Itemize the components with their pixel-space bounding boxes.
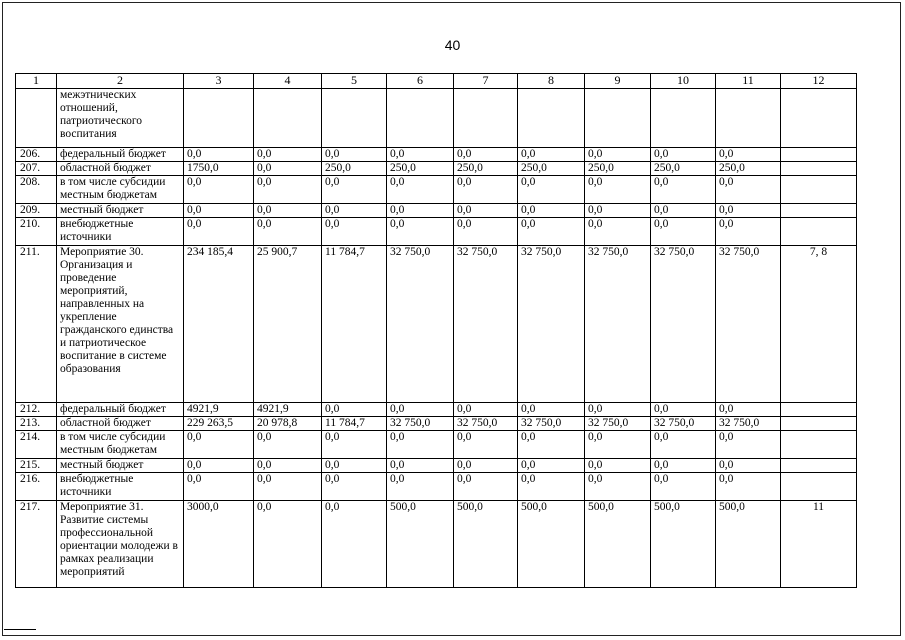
table-row — [16, 204, 857, 218]
value-cell: 0,0 — [322, 204, 387, 218]
value-cell: 0,0 — [184, 148, 254, 162]
table-row — [16, 176, 857, 204]
value-cell: 0,0 — [322, 501, 387, 588]
table-header-row — [16, 74, 857, 89]
row-name-cell: межэтнических отношений, патриотического воспитания — [57, 89, 184, 148]
table-row — [16, 459, 857, 473]
note-cell: 7, 8 — [781, 246, 857, 403]
value-cell: 0,0 — [651, 176, 716, 204]
row-name-cell: местный бюджет — [57, 204, 184, 218]
value-cell: 0,0 — [716, 473, 781, 501]
table-row — [16, 246, 857, 403]
value-cell: 0,0 — [651, 459, 716, 473]
value-cell: 229 263,5 — [184, 417, 254, 431]
row-number-cell: 214. — [16, 431, 57, 459]
budget-table — [15, 73, 857, 588]
value-cell: 0,0 — [322, 473, 387, 501]
value-cell: 0,0 — [387, 431, 454, 459]
value-cell: 0,0 — [254, 473, 322, 501]
value-cell: 0,0 — [322, 218, 387, 246]
table-row — [16, 417, 857, 431]
value-cell: 250,0 — [387, 162, 454, 176]
value-cell: 0,0 — [322, 431, 387, 459]
row-number-cell: 212. — [16, 403, 57, 417]
row-name-cell: в том числе субсидии местным бюджетам — [57, 431, 184, 459]
value-cell: 1750,0 — [184, 162, 254, 176]
row-number-cell: 208. — [16, 176, 57, 204]
value-cell: 500,0 — [585, 501, 651, 588]
value-cell: 0,0 — [716, 431, 781, 459]
value-cell: 32 750,0 — [651, 246, 716, 403]
row-name-cell: Мероприятие 30. Организация и проведение мероприятий, направленных на укрепление гражданского единства и патриотическое воспитание в системе образования — [57, 246, 184, 403]
value-cell: 32 750,0 — [454, 246, 518, 403]
value-cell: 500,0 — [518, 501, 585, 588]
table-row — [16, 89, 857, 148]
value-cell — [651, 89, 716, 148]
value-cell: 0,0 — [454, 473, 518, 501]
value-cell: 25 900,7 — [254, 246, 322, 403]
value-cell: 0,0 — [184, 431, 254, 459]
page-number: 40 — [444, 37, 461, 53]
row-number-cell: 206. — [16, 148, 57, 162]
row-number-cell: 211. — [16, 246, 57, 403]
value-cell: 0,0 — [454, 148, 518, 162]
value-cell: 0,0 — [454, 403, 518, 417]
row-name-cell: внебюджетные источники — [57, 218, 184, 246]
value-cell: 32 750,0 — [585, 246, 651, 403]
value-cell: 0,0 — [184, 176, 254, 204]
value-cell: 0,0 — [651, 148, 716, 162]
note-cell — [781, 417, 857, 431]
value-cell: 250,0 — [585, 162, 651, 176]
value-cell: 0,0 — [184, 218, 254, 246]
note-cell — [781, 403, 857, 417]
value-cell: 32 750,0 — [585, 417, 651, 431]
value-cell — [518, 89, 585, 148]
note-cell — [781, 473, 857, 501]
value-cell: 0,0 — [651, 431, 716, 459]
value-cell: 0,0 — [651, 204, 716, 218]
row-name-cell: федеральный бюджет — [57, 403, 184, 417]
value-cell: 0,0 — [716, 204, 781, 218]
row-number-cell: 215. — [16, 459, 57, 473]
note-cell — [781, 89, 857, 148]
row-name-cell: внебюджетные источники — [57, 473, 184, 501]
value-cell: 250,0 — [454, 162, 518, 176]
value-cell: 250,0 — [518, 162, 585, 176]
value-cell: 0,0 — [454, 459, 518, 473]
value-cell: 0,0 — [518, 204, 585, 218]
value-cell: 0,0 — [254, 459, 322, 473]
value-cell: 32 750,0 — [716, 417, 781, 431]
value-cell: 0,0 — [454, 218, 518, 246]
value-cell: 0,0 — [454, 176, 518, 204]
value-cell: 0,0 — [184, 204, 254, 218]
value-cell: 32 750,0 — [387, 246, 454, 403]
header-cell: 8 — [518, 74, 585, 89]
header-cell: 12 — [781, 74, 857, 89]
header-cell: 2 — [57, 74, 184, 89]
header-cell: 1 — [16, 74, 57, 89]
value-cell: 32 750,0 — [454, 417, 518, 431]
value-cell: 250,0 — [716, 162, 781, 176]
value-cell: 0,0 — [585, 204, 651, 218]
value-cell: 4921,9 — [254, 403, 322, 417]
row-name-cell: областной бюджет — [57, 162, 184, 176]
value-cell: 500,0 — [716, 501, 781, 588]
value-cell: 0,0 — [651, 218, 716, 246]
value-cell: 0,0 — [651, 473, 716, 501]
header-cell: 5 — [322, 74, 387, 89]
value-cell: 0,0 — [387, 204, 454, 218]
header-cell: 10 — [651, 74, 716, 89]
table-body — [16, 74, 857, 588]
row-number-cell: 217. — [16, 501, 57, 588]
value-cell: 0,0 — [518, 148, 585, 162]
value-cell: 0,0 — [454, 431, 518, 459]
row-number-cell — [16, 89, 57, 148]
header-cell: 7 — [454, 74, 518, 89]
value-cell: 11 784,7 — [322, 417, 387, 431]
value-cell — [454, 89, 518, 148]
value-cell: 0,0 — [585, 459, 651, 473]
value-cell: 0,0 — [716, 459, 781, 473]
note-cell — [781, 459, 857, 473]
value-cell: 0,0 — [254, 218, 322, 246]
table-row — [16, 473, 857, 501]
value-cell: 0,0 — [184, 473, 254, 501]
value-cell: 0,0 — [585, 218, 651, 246]
row-number-cell: 216. — [16, 473, 57, 501]
value-cell: 32 750,0 — [387, 417, 454, 431]
value-cell: 0,0 — [651, 403, 716, 417]
table-row — [16, 218, 857, 246]
value-cell: 11 784,7 — [322, 246, 387, 403]
value-cell: 0,0 — [518, 176, 585, 204]
value-cell: 20 978,8 — [254, 417, 322, 431]
note-cell — [781, 176, 857, 204]
value-cell: 0,0 — [254, 204, 322, 218]
value-cell: 0,0 — [585, 148, 651, 162]
row-name-cell: областной бюджет — [57, 417, 184, 431]
value-cell: 0,0 — [518, 459, 585, 473]
table-row — [16, 501, 857, 588]
note-cell — [781, 431, 857, 459]
value-cell: 0,0 — [585, 431, 651, 459]
row-name-cell: местный бюджет — [57, 459, 184, 473]
row-name-cell: Мероприятие 31. Развитие системы профессиональной ориентации молодежи в рамках реализации мероприятий — [57, 501, 184, 588]
value-cell: 0,0 — [322, 176, 387, 204]
value-cell: 0,0 — [585, 473, 651, 501]
value-cell: 0,0 — [716, 403, 781, 417]
note-cell — [781, 162, 857, 176]
value-cell: 0,0 — [254, 162, 322, 176]
value-cell: 0,0 — [322, 403, 387, 417]
value-cell — [184, 89, 254, 148]
value-cell: 0,0 — [322, 148, 387, 162]
value-cell — [254, 89, 322, 148]
value-cell: 32 750,0 — [518, 417, 585, 431]
header-cell: 3 — [184, 74, 254, 89]
value-cell: 0,0 — [254, 431, 322, 459]
table-row — [16, 148, 857, 162]
value-cell: 234 185,4 — [184, 246, 254, 403]
value-cell: 0,0 — [254, 176, 322, 204]
value-cell — [387, 89, 454, 148]
value-cell: 500,0 — [387, 501, 454, 588]
value-cell: 32 750,0 — [716, 246, 781, 403]
row-name-cell: в том числе субсидии местным бюджетам — [57, 176, 184, 204]
value-cell: 0,0 — [387, 148, 454, 162]
value-cell: 0,0 — [518, 431, 585, 459]
value-cell: 250,0 — [651, 162, 716, 176]
value-cell: 0,0 — [518, 218, 585, 246]
value-cell: 0,0 — [254, 148, 322, 162]
value-cell — [585, 89, 651, 148]
footer-line — [4, 629, 36, 630]
value-cell: 0,0 — [184, 459, 254, 473]
value-cell: 0,0 — [585, 403, 651, 417]
note-cell — [781, 218, 857, 246]
value-cell: 0,0 — [585, 176, 651, 204]
value-cell: 250,0 — [322, 162, 387, 176]
value-cell: 3000,0 — [184, 501, 254, 588]
value-cell: 0,0 — [518, 403, 585, 417]
value-cell: 0,0 — [454, 204, 518, 218]
value-cell: 0,0 — [716, 148, 781, 162]
header-cell: 6 — [387, 74, 454, 89]
value-cell — [716, 89, 781, 148]
note-cell — [781, 204, 857, 218]
value-cell: 500,0 — [651, 501, 716, 588]
value-cell: 0,0 — [716, 218, 781, 246]
row-number-cell: 210. — [16, 218, 57, 246]
value-cell: 32 750,0 — [518, 246, 585, 403]
note-cell: 11 — [781, 501, 857, 588]
header-cell: 4 — [254, 74, 322, 89]
value-cell: 0,0 — [387, 459, 454, 473]
value-cell: 500,0 — [454, 501, 518, 588]
value-cell: 0,0 — [716, 176, 781, 204]
row-number-cell: 209. — [16, 204, 57, 218]
value-cell: 0,0 — [387, 218, 454, 246]
table-row — [16, 162, 857, 176]
note-cell — [781, 148, 857, 162]
value-cell — [322, 89, 387, 148]
value-cell: 0,0 — [387, 403, 454, 417]
value-cell: 0,0 — [518, 473, 585, 501]
table-row — [16, 403, 857, 417]
row-number-cell: 207. — [16, 162, 57, 176]
value-cell: 0,0 — [387, 473, 454, 501]
header-cell: 9 — [585, 74, 651, 89]
table-row — [16, 431, 857, 459]
row-name-cell: федеральный бюджет — [57, 148, 184, 162]
value-cell: 4921,9 — [184, 403, 254, 417]
value-cell: 0,0 — [254, 501, 322, 588]
header-cell: 11 — [716, 74, 781, 89]
row-number-cell: 213. — [16, 417, 57, 431]
value-cell: 0,0 — [387, 176, 454, 204]
value-cell: 0,0 — [322, 459, 387, 473]
value-cell: 32 750,0 — [651, 417, 716, 431]
